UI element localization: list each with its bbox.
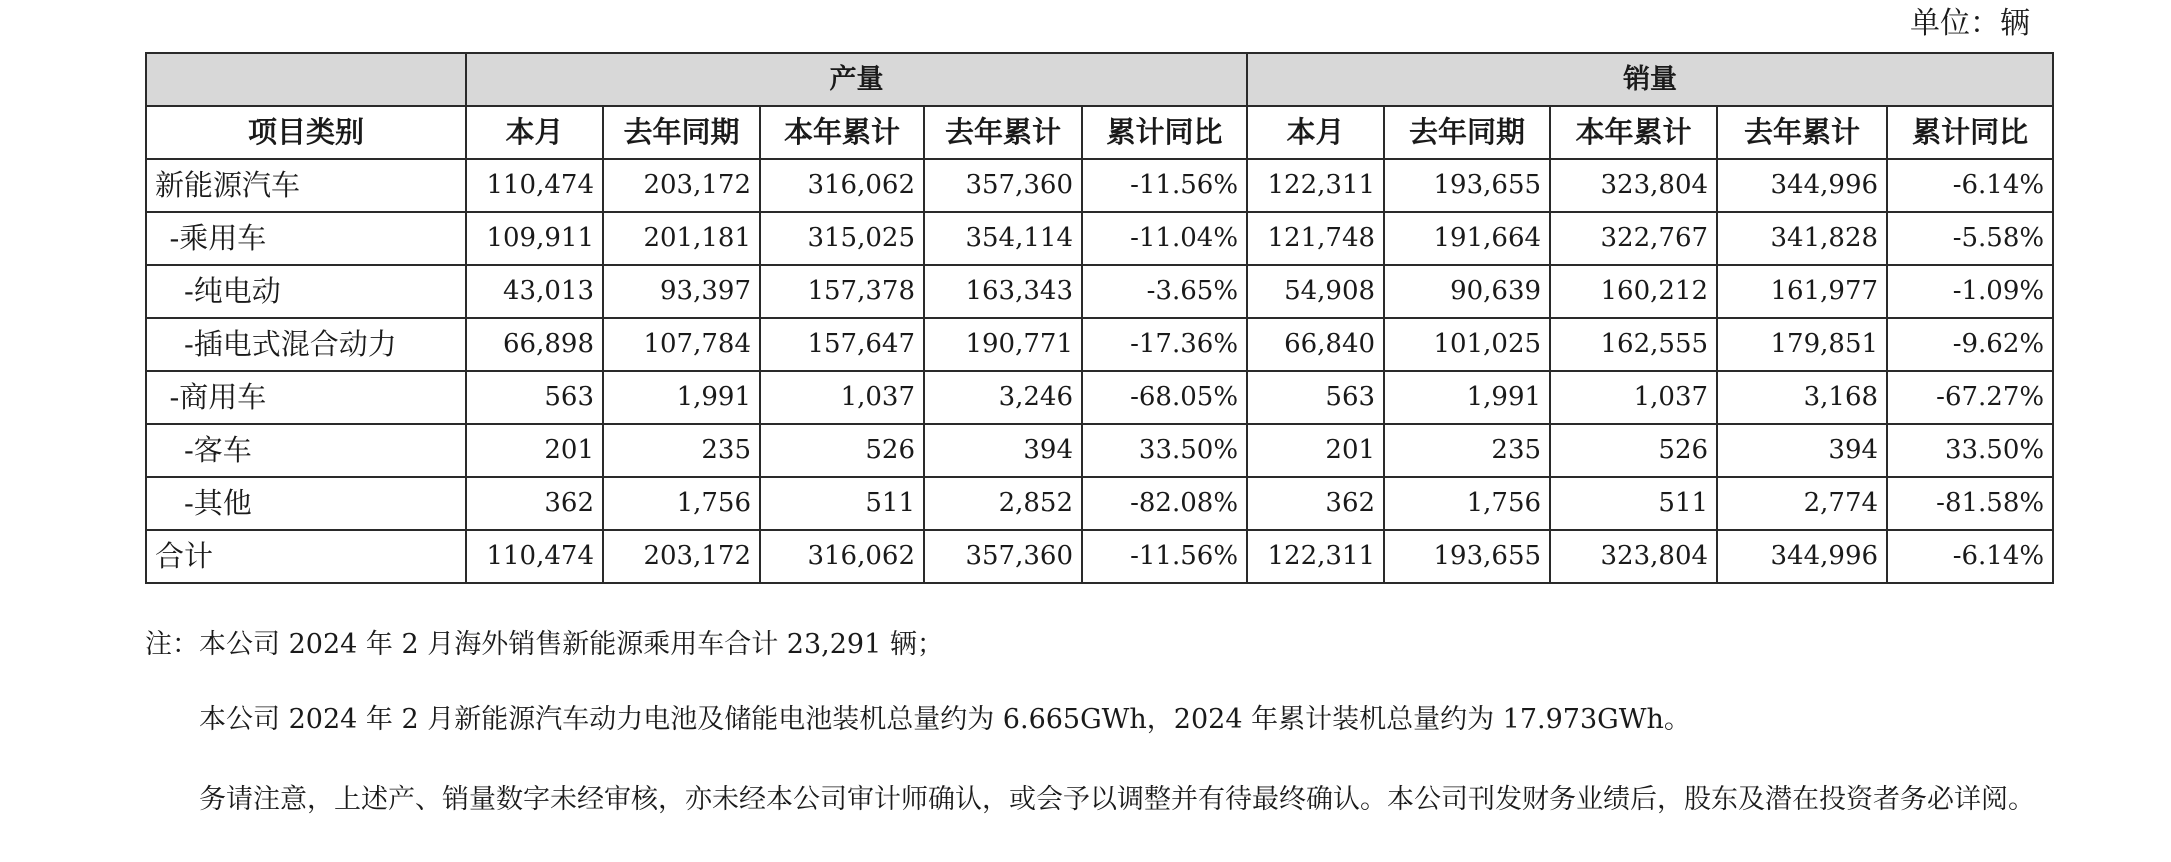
- production-sales-table: [145, 52, 2054, 584]
- table-cell: -9.62%: [1887, 318, 2053, 371]
- table-cell: 190,771: [924, 318, 1082, 371]
- table-cell: 394: [924, 424, 1082, 477]
- table-cell: 526: [1550, 424, 1717, 477]
- unit-label: 单位：辆: [1910, 6, 2030, 41]
- note-overseas-sales: 注：本公司 2024 年 2 月海外销售新能源乘用车合计 23,291 辆；: [145, 629, 944, 660]
- table-cell: 323,804: [1550, 530, 1717, 583]
- row-label: [146, 159, 466, 212]
- column-header: 去年累计: [924, 106, 1082, 159]
- table-cell: -5.58%: [1887, 212, 2053, 265]
- table-cell: 1,037: [1550, 371, 1717, 424]
- table-row: [146, 212, 2053, 265]
- row-indent: [155, 380, 170, 414]
- table-cell: 107,784: [603, 318, 760, 371]
- row-label-text: 新能源汽车: [155, 168, 301, 202]
- table-cell: -3.65%: [1082, 265, 1247, 318]
- table-cell: 191,664: [1384, 212, 1550, 265]
- table-body: [146, 159, 2053, 583]
- table-cell: 66,840: [1247, 318, 1384, 371]
- row-label-text: -商用车: [169, 380, 267, 414]
- table-cell: 2,774: [1717, 477, 1887, 530]
- table-cell: 110,474: [466, 159, 603, 212]
- table-cell: 341,828: [1717, 212, 1887, 265]
- table-cell: 201: [1247, 424, 1384, 477]
- table-cell: 315,025: [760, 212, 924, 265]
- column-header: 去年同期: [1384, 106, 1550, 159]
- row-label-text: -乘用车: [169, 221, 267, 255]
- row-label-text: -客车: [184, 433, 252, 467]
- table-cell: 235: [1384, 424, 1550, 477]
- row-indent: [155, 221, 170, 255]
- group-header-sales: 销量: [1247, 53, 2053, 106]
- column-header: 累计同比: [1887, 106, 2053, 159]
- row-indent: [155, 274, 184, 308]
- table-cell: 193,655: [1384, 530, 1550, 583]
- table-cell: 344,996: [1717, 159, 1887, 212]
- column-header: 去年同期: [603, 106, 760, 159]
- table-cell: 101,025: [1384, 318, 1550, 371]
- table-cell: 163,343: [924, 265, 1082, 318]
- table-cell: 93,397: [603, 265, 760, 318]
- table-row: [146, 424, 2053, 477]
- table-cell: -67.27%: [1887, 371, 2053, 424]
- column-header: 累计同比: [1082, 106, 1247, 159]
- column-header-row: [146, 106, 2053, 159]
- table-cell: -68.05%: [1082, 371, 1247, 424]
- column-header: 本年累计: [760, 106, 924, 159]
- note-disclaimer: 务请注意，上述产、销量数字未经审核，亦未经本公司审计师确认，或会予以调整并有待最终确认。本公司刊发财务业绩后，股东及潜在投资者务必详阅。: [199, 784, 2035, 815]
- table-cell: 1,756: [1384, 477, 1550, 530]
- table-cell: 109,911: [466, 212, 603, 265]
- table-cell: 511: [760, 477, 924, 530]
- row-label: [146, 212, 466, 265]
- row-label: [146, 318, 466, 371]
- category-header: 项目类别: [146, 106, 466, 159]
- table-cell: 162,555: [1550, 318, 1717, 371]
- table-cell: 121,748: [1247, 212, 1384, 265]
- row-label-text: -纯电动: [184, 274, 281, 308]
- row-indent: [155, 433, 184, 467]
- table-cell: 322,767: [1550, 212, 1717, 265]
- table-cell: -82.08%: [1082, 477, 1247, 530]
- table-cell: 316,062: [760, 159, 924, 212]
- table-cell: 563: [1247, 371, 1384, 424]
- table-cell: 193,655: [1384, 159, 1550, 212]
- table-cell: 362: [466, 477, 603, 530]
- table-row: [146, 371, 2053, 424]
- table-cell: 110,474: [466, 530, 603, 583]
- table-cell: 54,908: [1247, 265, 1384, 318]
- note-battery-installation: 本公司 2024 年 2 月新能源汽车动力电池及储能电池装机总量约为 6.665GWh，2024 年累计装机总量约为 17.973GWh。: [199, 704, 1691, 735]
- table-cell: 1,991: [603, 371, 760, 424]
- column-header: 本年累计: [1550, 106, 1717, 159]
- table-cell: 160,212: [1550, 265, 1717, 318]
- table-row: [146, 159, 2053, 212]
- table-cell: -17.36%: [1082, 318, 1247, 371]
- table-cell: 203,172: [603, 159, 760, 212]
- table-cell: 122,311: [1247, 159, 1384, 212]
- table-cell: 179,851: [1717, 318, 1887, 371]
- row-label-text: 合计: [155, 539, 214, 573]
- table-cell: 357,360: [924, 159, 1082, 212]
- row-label: [146, 477, 466, 530]
- table-cell: 122,311: [1247, 530, 1384, 583]
- table-cell: 66,898: [466, 318, 603, 371]
- row-label-text: -插电式混合动力: [184, 327, 397, 361]
- table-row: [146, 318, 2053, 371]
- table-cell: 201,181: [603, 212, 760, 265]
- table-cell: 362: [1247, 477, 1384, 530]
- table-cell: 2,852: [924, 477, 1082, 530]
- table-cell: 511: [1550, 477, 1717, 530]
- table-cell: 344,996: [1717, 530, 1887, 583]
- table-cell: -11.04%: [1082, 212, 1247, 265]
- table-cell: 1,756: [603, 477, 760, 530]
- table-row: [146, 477, 2053, 530]
- table-cell: 357,360: [924, 530, 1082, 583]
- table-cell: 33.50%: [1887, 424, 2053, 477]
- table-row: [146, 530, 2053, 583]
- table-cell: 354,114: [924, 212, 1082, 265]
- table-cell: 203,172: [603, 530, 760, 583]
- table-cell: -81.58%: [1887, 477, 2053, 530]
- table-cell: 3,168: [1717, 371, 1887, 424]
- table-cell: 316,062: [760, 530, 924, 583]
- table-row: [146, 265, 2053, 318]
- group-header-row: [146, 53, 2053, 106]
- table-cell: -6.14%: [1887, 530, 2053, 583]
- table-cell: 157,378: [760, 265, 924, 318]
- table-cell: 157,647: [760, 318, 924, 371]
- table-cell: 3,246: [924, 371, 1082, 424]
- column-header: 本月: [1247, 106, 1384, 159]
- table-cell: 1,037: [760, 371, 924, 424]
- row-indent: [155, 327, 184, 361]
- row-label: [146, 530, 466, 583]
- table-cell: -11.56%: [1082, 159, 1247, 212]
- column-header: 去年累计: [1717, 106, 1887, 159]
- table-cell: -11.56%: [1082, 530, 1247, 583]
- table-cell: 563: [466, 371, 603, 424]
- table-cell: 323,804: [1550, 159, 1717, 212]
- table-cell: 43,013: [466, 265, 603, 318]
- table-cell: 201: [466, 424, 603, 477]
- table-cell: 90,639: [1384, 265, 1550, 318]
- table-cell: -6.14%: [1887, 159, 2053, 212]
- row-label: [146, 371, 466, 424]
- row-label-text: -其他: [184, 486, 252, 520]
- group-header-production: 产量: [466, 53, 1247, 106]
- group-header-blank: [146, 53, 466, 106]
- row-label: [146, 424, 466, 477]
- table-cell: 235: [603, 424, 760, 477]
- table-cell: 526: [760, 424, 924, 477]
- column-header: 本月: [466, 106, 603, 159]
- table-cell: 161,977: [1717, 265, 1887, 318]
- table-cell: -1.09%: [1887, 265, 2053, 318]
- table-cell: 1,991: [1384, 371, 1550, 424]
- row-indent: [155, 486, 184, 520]
- table-cell: 394: [1717, 424, 1887, 477]
- table-cell: 33.50%: [1082, 424, 1247, 477]
- row-label: [146, 265, 466, 318]
